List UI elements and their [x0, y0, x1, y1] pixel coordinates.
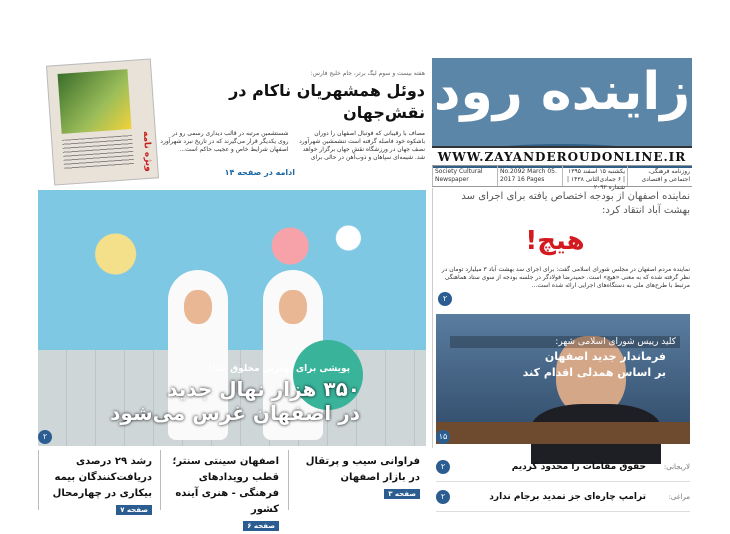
issue-info-4: Society Cultural Newspaper: [432, 166, 497, 186]
bottom-story-title: رشد ۲۹ درصدی دریافت‌کنندگان بیمه بیکاری در چهارمحال: [52, 456, 152, 499]
brief-item[interactable]: [436, 482, 690, 512]
governor-title-line1[interactable]: فرماندار جدید اصفهان: [544, 350, 666, 363]
governor-continue-badge[interactable]: ۱۵: [436, 430, 450, 444]
supplement-text-lines: [62, 135, 134, 170]
page-tag: صفحه ۶: [243, 521, 279, 531]
budget-kicker: نماینده اصفهان از بودجه اختصاص یافته برای اجرای سد بهشت آباد انتقاد کرد:: [461, 191, 690, 216]
supplement-label: ویژه نامه: [140, 130, 154, 173]
bottom-story-title: فراوانی سیب و پرتقال در بازار اصفهان: [305, 456, 420, 483]
main-photo-title-line2[interactable]: در اصفهان غرس می‌شود: [110, 401, 360, 425]
main-photo-continue-badge[interactable]: ۲: [38, 430, 52, 444]
issue-info-2: یکشنبه ۱۵ اسفند ۱۳۹۵ | ۶ جمادی‌الثانی ۱۴۳۸ | شماره ۲۰۹۲: [562, 166, 627, 186]
board-drawings: [38, 190, 426, 350]
bottom-story-unemployment[interactable]: [38, 450, 158, 514]
bottom-story-title: اصفهان سینتی سنتر؛ قطب رویدادهای فرهنگی - هنری آینده کشور: [172, 456, 279, 515]
issue-info-1: روزنامه فرهنگی، اجتماعی و اقتصادی: [627, 166, 692, 186]
football-photo: [58, 69, 132, 134]
football-supplement-thumbnail[interactable]: [46, 58, 159, 185]
page-tag: صفحه ۳: [384, 489, 420, 499]
brief-list: [436, 452, 690, 512]
desk: [436, 422, 690, 444]
governor-photo[interactable]: [436, 314, 690, 444]
student-face-left: [184, 290, 212, 324]
student-face-right: [279, 290, 307, 324]
budget-headline[interactable]: هیچ!: [525, 226, 585, 256]
governor-kicker: کلید رییس شورای اسلامی شهر:: [450, 336, 680, 348]
brief-page-number: ۲: [436, 460, 450, 474]
football-kicker: هفته بیست و سوم لیگ برتر، جام خلیج فارس:: [310, 70, 425, 77]
issue-info-3: No.2092 March 05. 2017 16 Pages: [497, 166, 562, 186]
governor-title-line2[interactable]: بر اساس همدلی اقدام کند: [522, 366, 666, 379]
site-url[interactable]: WWW.ZAYANDEROUDONLINE.IR: [432, 146, 692, 166]
football-title[interactable]: دوئل همشهریان ناکام در نقش‌جهان: [229, 81, 425, 122]
budget-body: نماینده مردم اصفهان در مجلس شورای اسلامی گفت: برای اجرای سد بهشت آباد ۳ میلیارد تومان در نظر گرفته شده که به معنی «هیچ» است. حمیدرضا فولادگر در جلسه بودجه از سوی ستاد هماهنگی مرتبط با طرح‌های ملی به دستگاه‌های اجرایی ارائه شده است...: [441, 266, 690, 289]
column-divider: [432, 188, 433, 448]
brief-label: مراغی:: [668, 492, 690, 501]
brief-page-number: ۲: [436, 490, 450, 504]
football-continue-link[interactable]: ادامه در صفحه ۱۴: [224, 168, 295, 177]
brief-item[interactable]: [436, 452, 690, 482]
main-photo-title-line1[interactable]: ۳۵۰ هزار نهال جدید: [167, 377, 360, 401]
brief-label: لاریجانی:: [663, 462, 690, 471]
page-tag: صفحه ۷: [116, 505, 152, 515]
budget-continue-badge[interactable]: ۲: [438, 292, 452, 306]
brief-text: ترامپ چاره‌ای جز تمدید برجام ندارد: [489, 491, 646, 502]
bottom-story-fruit[interactable]: [288, 450, 426, 510]
brief-text: حقوق مقامات را محدود کردیم: [511, 461, 646, 472]
bottom-story-cinema[interactable]: [160, 450, 285, 530]
main-photo-kicker: پویشی برای بهترین مخلوق خدا:: [208, 364, 350, 374]
football-body: مصاف با رقیبانی که فوتبال اصفهان را دوران باشکوه خود فاصله گرفته است تنشمشین شهرآورد نصف جهان در ورزشگاه نقش جهان برگزار خواهد شد. شیمه‌ای سپاهان و ذوب‌آهن در حالی برای شستشمین مرتبه در قالب دیداری رسمی رو در روی یکدیگر قرار می‌گیرند که در تاریخ نبرد شهرآورد اصفهان شرایط خاص و عجیب حاکم است...: [160, 130, 425, 161]
logo-text: زاینده رود: [433, 62, 691, 122]
issue-info-bar: [432, 165, 692, 191]
